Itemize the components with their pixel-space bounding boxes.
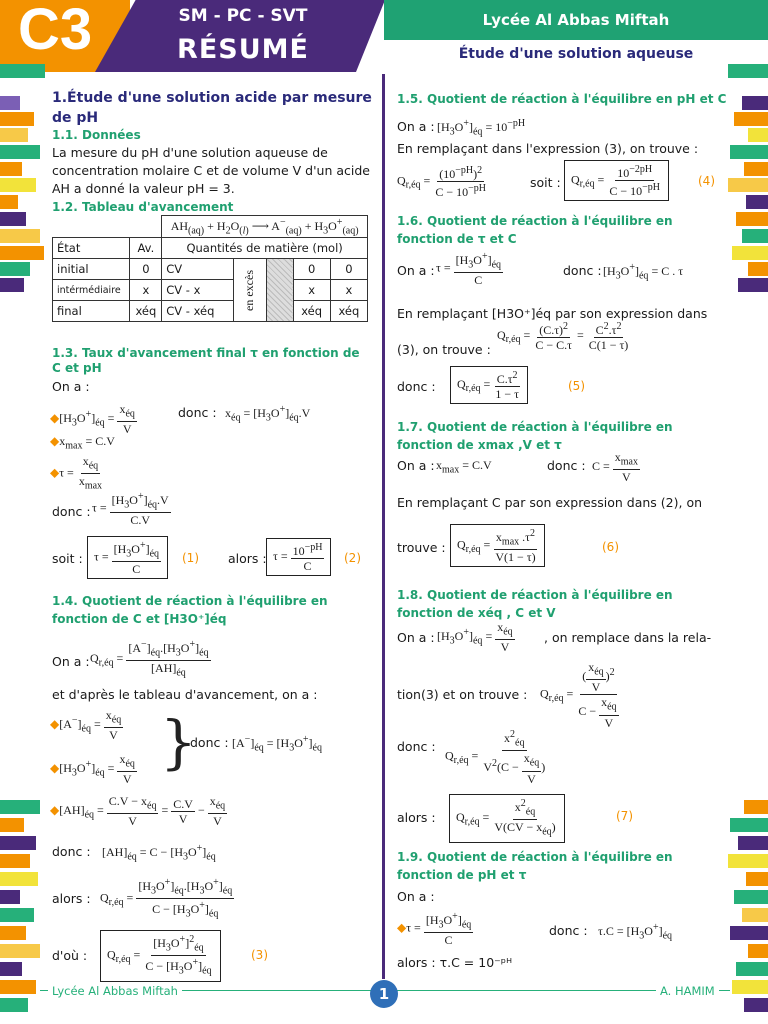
subsection-1-1-title: 1.1. Données xyxy=(52,128,141,142)
soit-label: soit : xyxy=(52,551,83,566)
header-school: Lycée Al Abbas Miftah xyxy=(482,11,670,29)
donc-label: donc : xyxy=(52,844,91,859)
eq-number-1: (1) xyxy=(182,551,199,565)
donc-label: donc : xyxy=(190,735,229,750)
donc-label: donc : xyxy=(549,923,588,938)
formula-5-box: $Q_{r,éq}$ = $\frac{C.\tau^2}{1 - \tau}$ xyxy=(450,366,528,404)
donc-label: donc : xyxy=(397,379,436,394)
page-number: 1 xyxy=(378,985,390,1003)
donc-label: donc : xyxy=(547,458,586,473)
table-head-state: État xyxy=(53,238,130,259)
formula-6-box: $Q_{r,éq}$ = $x_{max}$ $.\tau^2$ V(1 − τ) xyxy=(450,524,545,567)
subsection-1-5-title: 1.5. Quotient de réaction à l'équilibre en pH et C xyxy=(397,92,727,106)
table-head-quantities: Quantités de matière (mol) xyxy=(162,238,368,259)
formula-2-box: τ = $\frac{10^{-pH}}{C}$ xyxy=(266,538,331,576)
eq-number-4: (4) xyxy=(698,174,715,188)
data-text: La mesure du pH d'une solution aqueuse de concentration molaire C et de volume V d'un acide AH a donné la valeur pH = 3. xyxy=(52,145,370,196)
eq-number-2: (2) xyxy=(344,551,361,565)
formula-tau-ratio: ◆τ = $x_{éq}$ $x_{max}$ xyxy=(50,454,103,492)
excess-cell xyxy=(233,259,266,322)
formula-a-minus: $◆[A^-]_{éq}$ = $x_{éq}$ V xyxy=(50,708,122,743)
formula-qr-ctau: $Q_{r,éq}$ = $\frac{(C.\tau)^2}{C - C.\tau}$ = $\frac{C^2.\tau^2}{C(1 - \tau)}$ xyxy=(497,321,629,352)
curly-brace: } xyxy=(160,708,197,776)
trouve-label: trouve : xyxy=(397,540,446,555)
subsection-1-3-title: 1.3. Taux d'avancement final τ en fonction de C et pH xyxy=(52,346,360,375)
formula-tau-h3o: τ = $\frac{[H_3O^+]_{éq}}{C}$ xyxy=(436,251,502,288)
formula-xeq: $x_{éq} = [H_3O^+]_{éq}.V$ xyxy=(225,404,311,424)
donc-label: donc : xyxy=(52,504,91,519)
alors-tc-text: alors : τ.C = 10⁻ᵖᴴ xyxy=(397,955,513,970)
formula-4-box: $Q_{r,éq}$ = $\frac{10^{-2pH}}{C - 10^{-pH}}$ xyxy=(564,160,669,201)
alors-label: alors : xyxy=(397,810,436,825)
hatched-cell xyxy=(266,259,293,322)
formula-tau-h3o-2: ◆τ = $\frac{[H_3O^+]_{éq}}{C}$ xyxy=(397,911,472,948)
header-subject: Étude d'une solution aqueuse xyxy=(458,46,694,62)
eq-number-5: (5) xyxy=(568,379,585,393)
formula-qr-xeq-raw: $Q_{r,éq}$ = ( $x_{éq}$ V )$^2$ C − $x_{éq}$ V xyxy=(540,660,617,730)
subsection-1-6-title: 1.6. Quotient de réaction à l'équilibre en fonction de τ et C xyxy=(397,214,673,246)
donc-label: donc : xyxy=(397,739,436,754)
section1-title: 1.Étude d'une solution acide par mesure de pH xyxy=(52,90,372,126)
donc-label: donc : xyxy=(563,263,602,278)
advancement-table xyxy=(52,215,368,322)
table-row: intérmédiaire x CV - x x x xyxy=(53,280,368,301)
on-a-label: On a : xyxy=(52,379,90,394)
header-title: RÉSUMÉ xyxy=(177,34,309,65)
formula-h3o-ph: $[H_3O^+]_{éq} = 10^{-pH}$ xyxy=(437,118,526,138)
table-row: final xéq CV - xéq xéq xéq xyxy=(53,301,368,322)
alors-label: alors : xyxy=(228,551,267,566)
column-divider xyxy=(382,74,385,979)
reaction-equation: $AH_{(aq)} + H_2O_{(l)}$ ⟶ $A^-_{(aq)} + H_3O^+_{(aq)}$ xyxy=(162,216,368,238)
formula-qr-h3o: $Q_{r,éq}$ = $\frac{[H_3O^+]_{éq}.[H_3O^+]_{éq}}{C - [H_3O^+]_{éq}}$ xyxy=(100,877,233,920)
formula-c-xmax: C = $x_{max}$ V xyxy=(592,450,638,485)
formula-h3o-xeq: $◆[H_3O^+]_{éq}$ = $x_{éq}$ V xyxy=(50,402,135,437)
soit-label: soit : xyxy=(530,175,561,190)
subsection-1-7-title: 1.7. Quotient de réaction à l'équilibre en fonction de xmax ,V et τ xyxy=(397,420,673,452)
subsection-1-2-title: 1.2. Tableau d'avancement xyxy=(52,200,234,214)
remplacant-h-text: En remplaçant [H3O⁺]éq par son expression dans (3), on trouve : xyxy=(397,306,708,357)
formula-h3o-xeq-v: $[H_3O^+]_{éq}$ = $x_{éq}$ V xyxy=(437,620,513,655)
eq-number-3: (3) xyxy=(251,948,268,962)
tableau-text: et d'après le tableau d'avancement, on a : xyxy=(52,687,318,702)
formula-tau-cv: τ = $\frac{[H_3O^+]_{éq}.V}{C.V}$ xyxy=(92,491,169,528)
on-a-label: On a : xyxy=(397,119,435,134)
formula-7-box: $Q_{r,éq}$ = $x^2_{éq}$ $V(CV - x_{éq})$ xyxy=(449,794,565,843)
remplacant-3-text: En remplaçant dans l'expression (3), on trouve : xyxy=(397,141,699,156)
formula-ah-c: $[AH]_{éq} = C - [H_3O^+]_{éq}$ xyxy=(102,843,216,863)
alors-label: alors : xyxy=(52,891,91,906)
remplacant-c-text: En remplaçant C par son expression dans (2), on xyxy=(397,495,703,510)
formula-tauc-h3o: $\tau.C = [H_3O^+]_{éq}$ xyxy=(598,922,673,942)
table-row: initial 0 CV en excès 0 0 xyxy=(53,259,368,280)
formula-h3o-ctau: $[H_3O^+]_{éq} = C$ . τ xyxy=(603,262,684,282)
formula-h3o-v: $◆[H_3O^+]_{éq}$ = $x_{éq}$ V xyxy=(50,752,135,787)
subsection-1-4-title: 1.4. Quotient de réaction à l'équilibre en fonction de C et [H3O⁺]éq xyxy=(52,594,328,626)
formula-qr-xeq-v2: $Q_{r,éq}$ = $x^2_{éq}$ $V^2(C$ − $x_{éq}$ V ) xyxy=(445,729,546,786)
on-a-label: On a : xyxy=(397,630,435,645)
subsection-1-8-title: 1.8. Quotient de réaction à l'équilibre en fonction de xéq , C et V xyxy=(397,588,673,620)
formula-xmax-cv: $x_{max} = C.V$ xyxy=(436,458,492,476)
eq-number-7: (7) xyxy=(616,809,633,823)
on-a-label: On a : xyxy=(397,263,435,278)
footer-author: A. HAMIM xyxy=(656,984,719,998)
donc-label: donc : xyxy=(178,405,217,420)
on-a-label: On a : xyxy=(52,654,90,669)
header-tags: SM - PC - SVT xyxy=(178,6,308,26)
dou-label: d'où : xyxy=(52,948,88,963)
formula-3-box: $Q_{r,éq}$ = $\frac{[H_3O^+]^2_{éq}}{C - [H_3O^+]_{éq}}$ xyxy=(100,930,221,982)
eq-number-6: (6) xyxy=(602,540,619,554)
footer-school: Lycée Al Abbas Miftah xyxy=(48,984,182,998)
table-head-av: Av. xyxy=(130,238,162,259)
logo-c3: C3 xyxy=(18,0,93,62)
on-a-label: On a : xyxy=(397,458,435,473)
formula-xmax: $◆x_{max} = C.V$ xyxy=(50,434,115,452)
formula-ah: $◆[AH]_{éq}$ = $C.V - x_{éq}$ V = $\frac{C.V}{V}$ − $x_{éq}$ V xyxy=(50,794,226,829)
on-a-label: On a : xyxy=(397,889,435,904)
subsection-1-9-title: 1.9. Quotient de réaction à l'équilibre en fonction de pH et τ xyxy=(397,850,673,882)
formula-qr-ph-raw: $Q_{r,éq}$ = $\frac{(10^{-pH})^2}{C - 10^{-pH}}$ xyxy=(397,165,486,199)
excess-label: en excès xyxy=(242,269,257,311)
formula-1-box: τ = $\frac{[H_3O^+]_{éq}}{C}$ xyxy=(87,536,168,579)
page-number-badge xyxy=(370,980,398,1008)
on-remplace-text: , on remplace dans la rela- xyxy=(544,630,712,645)
tion-text: tion(3) et on trouve : xyxy=(397,687,528,702)
formula-a-eq-h3o: $[A^-]_{éq} = [H_3O^+]_{éq}$ xyxy=(232,734,322,754)
formula-qr-def: $Q_{r,éq}$ = $\frac{[A^-]_{éq}.[H_3O^+]_{éq}}{[AH]_{éq}}$ xyxy=(90,639,209,679)
